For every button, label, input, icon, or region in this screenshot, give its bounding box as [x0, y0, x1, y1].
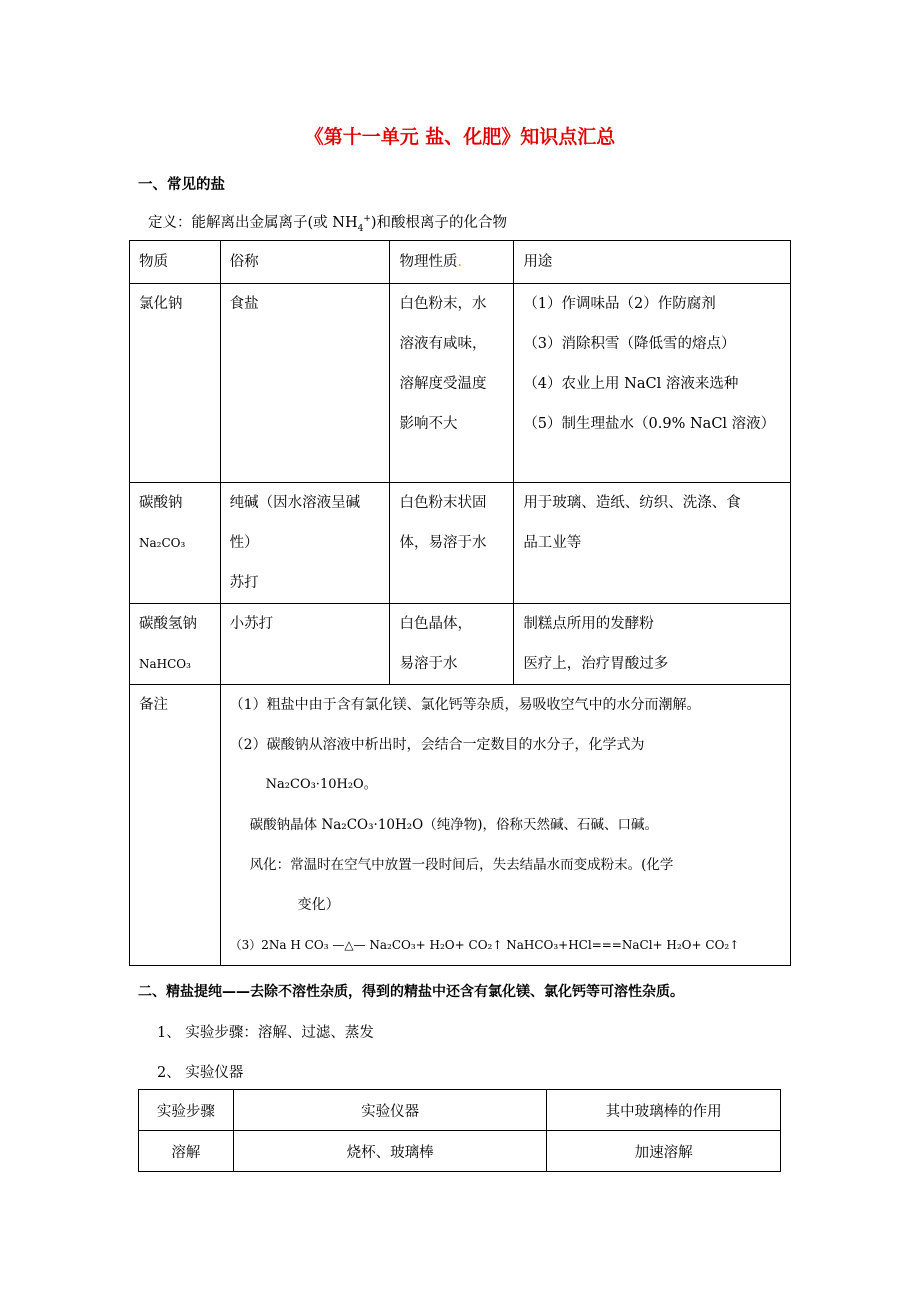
section-heading-salt-purification: 二、精盐提纯——去除不溶性杂质，得到的精盐中还含有氯化镁、氯化钙等可溶性杂质。	[138, 984, 684, 1000]
note-line: 碳酸钠晶体 Na₂CO₃·10H₂O（纯净物)，俗称天然碱、石碱、口碱。	[249, 817, 659, 833]
name-line: 苏打	[229, 575, 259, 591]
experiment-steps: 1、 实验步骤：溶解、过滤、蒸发	[157, 1025, 374, 1041]
header-cell: 俗称	[220, 241, 390, 284]
table-row	[139, 1131, 781, 1172]
name-line: 性）	[229, 535, 259, 551]
note-line: （3）2Na H CO₃ —△— Na₂CO₃+ H₂O+ CO₂↑ NaHCO₃+HCl===NaCl+ H₂O+ CO₂↑	[229, 938, 740, 952]
physical-line: 白色粉末状固	[399, 495, 487, 511]
table-row	[130, 284, 791, 483]
cell-substance: 氯化钠	[130, 284, 221, 483]
use-line: 医疗上，治疗胃酸过多	[523, 656, 669, 672]
cell-physical	[390, 483, 514, 604]
header-cell: 其中玻璃棒的作用	[547, 1090, 781, 1131]
substance-formula: NaHCO₃	[139, 657, 191, 671]
physical-line: 白色粉末，水	[399, 296, 487, 312]
physical-line: 溶液有咸味，	[399, 336, 487, 352]
use-line: 制糕点所用的发酵粉	[523, 616, 654, 632]
cell-substance	[130, 483, 221, 604]
note-line: 风化：常温时在空气中放置一段时间后，失去结晶水而变成粉末。(化学	[249, 857, 674, 873]
instruments-table	[138, 1089, 781, 1172]
use-line: 品工业等	[523, 535, 582, 551]
definition-text: 定义：能解离出金属离子(或 NH	[148, 215, 358, 231]
physical-line: 易溶于水	[399, 656, 458, 672]
substance-name: 碳酸氢钠	[139, 616, 197, 632]
mark: .	[457, 254, 463, 270]
cell-physical	[390, 604, 514, 685]
notes-label: 备注	[130, 685, 221, 966]
name-line: 纯碱（因水溶液呈碱	[229, 495, 361, 511]
header-cell: 用途	[514, 241, 791, 284]
substance-formula: Na₂CO₃	[139, 536, 186, 550]
note-line: （2）碳酸钠从溶液中析出时，会结合一定数目的水分子，化学式为	[229, 737, 645, 753]
table-row	[130, 483, 791, 604]
note-line: 变化）	[297, 897, 340, 913]
experiment-instruments-label: 2、 实验仪器	[157, 1065, 244, 1081]
header-cell: 实验步骤	[139, 1090, 234, 1131]
table-row-notes	[130, 685, 791, 966]
use-line: 用于玻璃、造纸、纺织、洗涤、食	[523, 495, 741, 511]
salts-table	[129, 240, 791, 966]
cell-common-name: 小苏打	[220, 604, 390, 685]
table-cell: 溶解	[139, 1131, 234, 1172]
salt-definition	[148, 211, 507, 234]
cell-physical	[390, 284, 514, 483]
note-line: （1）粗盐中由于含有氯化镁、氯化钙等杂质，易吸收空气中的水分而潮解。	[229, 697, 701, 713]
use-line: （4）农业上用 NaCl 溶液来选种	[523, 376, 739, 392]
substance-name: 碳酸钠	[139, 495, 183, 511]
notes-cell	[220, 685, 790, 966]
use-line: （5）制生理盐水（0.9% NaCl 溶液）	[523, 416, 776, 432]
section-heading-common-salts: 一、常见的盐	[138, 177, 225, 193]
definition-end: )和酸根离子的化合物	[370, 215, 508, 231]
cell-substance	[130, 604, 221, 685]
table-header-row	[130, 241, 791, 284]
cell-uses	[514, 483, 791, 604]
physical-line: 白色晶体，	[399, 616, 472, 632]
cell-common-name	[220, 483, 390, 604]
page-title: 《第十一单元 盐、化肥》知识点汇总	[304, 126, 616, 148]
table-cell: 加速溶解	[547, 1131, 781, 1172]
table-cell: 烧杯、玻璃棒	[233, 1131, 547, 1172]
definition-sub: 4	[357, 223, 364, 234]
header-cell: 实验仪器	[233, 1090, 547, 1131]
header-cell: 物质	[130, 241, 221, 284]
physical-line: 体，易溶于水	[399, 535, 487, 551]
header-cell	[390, 241, 514, 284]
use-line: （3）消除积雪（降低雪的熔点）	[523, 336, 736, 352]
cell-uses	[514, 284, 791, 483]
physical-line: 影响不大	[399, 416, 458, 432]
header-text: 物理性质	[399, 254, 458, 270]
table-row	[130, 604, 791, 685]
use-line: （1）作调味品（2）作防腐剂	[523, 296, 716, 312]
note-line: Na₂CO₃·10H₂O。	[265, 777, 377, 792]
physical-line: 溶解度受温度	[399, 376, 487, 392]
table-header-row	[139, 1090, 781, 1131]
definition-sup: +	[363, 214, 371, 225]
cell-uses	[514, 604, 791, 685]
cell-common-name: 食盐	[220, 284, 390, 483]
